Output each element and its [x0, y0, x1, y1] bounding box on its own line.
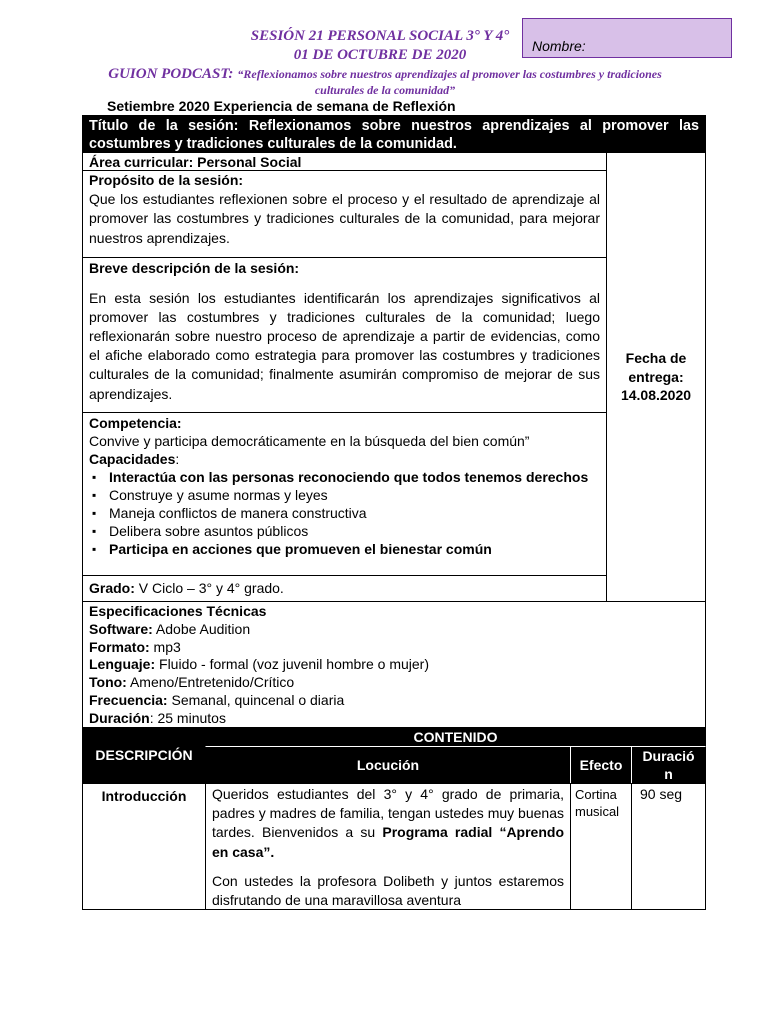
proposito-text: Que los estudiantes reflexionen sobre el proceso y el resultado de aprendizaje al promover las costumbres y tradiciones culturales de la comunidad, para mejorar nuestros aprendizajes. [89, 190, 600, 246]
area-cell: Área curricular: Personal Social [82, 152, 607, 171]
spec-frecuencia: Frecuencia: Semanal, quincenal o diaria [89, 691, 345, 708]
podcast-guide-title [100, 66, 670, 98]
session-title-row: Título de la sesión: Reflexionamos sobre nuestros aprendizajes al promover las costumbres y tradiciones culturales de la comunidad. [82, 115, 706, 153]
capacidad-item: ▪ Construye y asume normas y leyes [109, 486, 600, 504]
spec-tono: Tono: Ameno/Entretenido/Crítico [89, 674, 295, 691]
date-line: 01 DE OCTUBRE DE 2020 [293, 47, 467, 63]
locucion-paragraph-2: Con ustedes la profesora Dolibeth y juntos estaremos disfrutando de una maravillosa aventura [212, 872, 564, 909]
name-label: Nombre: [532, 38, 586, 54]
row-locucion [205, 783, 571, 910]
locucion-header: Locución [205, 746, 571, 784]
spec-duracion: Duración: 25 minutos [89, 709, 226, 726]
fecha-entrega-cell [606, 152, 706, 602]
grado-text: V Ciclo – 3° y 4° grado. [134, 580, 284, 596]
duracion-header: Duració n [631, 746, 706, 784]
capacidad-item: ▪ Delibera sobre asuntos públicos [109, 522, 600, 540]
competencia-cell [82, 412, 607, 576]
session-title-block [230, 27, 530, 65]
grado-label: Grado: [89, 580, 135, 596]
competencia-label: Competencia: [89, 415, 182, 431]
session-line: SESIÓN 21 PERSONAL SOCIAL 3° Y 4° [250, 28, 510, 44]
capacidad-item: ▪ Participa en acciones que promueven el bienestar común [109, 540, 600, 558]
capacidad-item: ▪ Interactúa con las personas reconociendo que todos tenemos derechos [109, 468, 600, 486]
capacidad-item: ▪ Maneja conflictos de manera constructiva [109, 504, 600, 522]
specs-cell [82, 601, 706, 727]
content-table [82, 727, 706, 911]
proposito-cell [82, 170, 607, 258]
row-efecto: Cortina musical [570, 783, 632, 910]
locucion-paragraph-1: Queridos estudiantes del 3° y 4° grado de primaria, padres y madres de familia, tengan ustedes muy buenas tardes. Bienvenidos a su Programa radial “Aprendo en casa”. [212, 786, 564, 860]
competencia-text: Convive y participa democráticamente en la búsqueda del bien común” [89, 433, 530, 449]
spec-lenguaje: Lenguaje: Fluido - formal (voz juvenil hombre o mujer) [89, 656, 429, 673]
grado-cell [82, 575, 607, 602]
row-duracion: 90 seg [631, 783, 706, 910]
guion-label: GUION PODCAST: [108, 66, 234, 82]
specs-heading: Especificaciones Técnicas [89, 603, 267, 619]
name-field[interactable] [522, 18, 732, 58]
descripcion-cell [82, 257, 607, 413]
capacidades-heading: Capacidades: [89, 451, 180, 467]
proposito-label: Propósito de la sesión: [89, 172, 244, 188]
descripcion-label: Breve descripción de la sesión: [89, 260, 300, 276]
efecto-header: Efecto [570, 746, 632, 784]
capacidades-list [89, 468, 600, 558]
fecha-value: 14.08.2020 [620, 387, 692, 404]
descripcion-header: DESCRIPCIÓN [82, 727, 206, 784]
contenido-header: CONTENIDO [205, 727, 706, 747]
row-descripcion: Introducción [82, 783, 206, 910]
spec-software: Software: Adobe Audition [89, 620, 251, 637]
fecha-label: Fecha de entrega: [625, 350, 687, 385]
descripcion-text: En esta sesión los estudiantes identificarán los aprendizajes significativos al promover las costumbres y tradiciones culturales de la comunidad; luego reflexionarán sobre nuestro proceso de aprendizaje a partir de evidencias, como el afiche elaborado como estrategia para promover las costumbres y tradiciones culturales de la comunidad; finalmente asumirán compromiso de mejorar de sus aprendizajes. [89, 289, 600, 402]
spec-formato: Formato: mp3 [89, 638, 181, 655]
week-line: Setiembre 2020 Experiencia de semana de Reflexión [107, 98, 456, 114]
session-table [82, 115, 706, 727]
guion-text: “Reflexionamos sobre nuestros aprendizajes al promover las costumbres y tradiciones culturales de la comunidad” [237, 67, 662, 97]
